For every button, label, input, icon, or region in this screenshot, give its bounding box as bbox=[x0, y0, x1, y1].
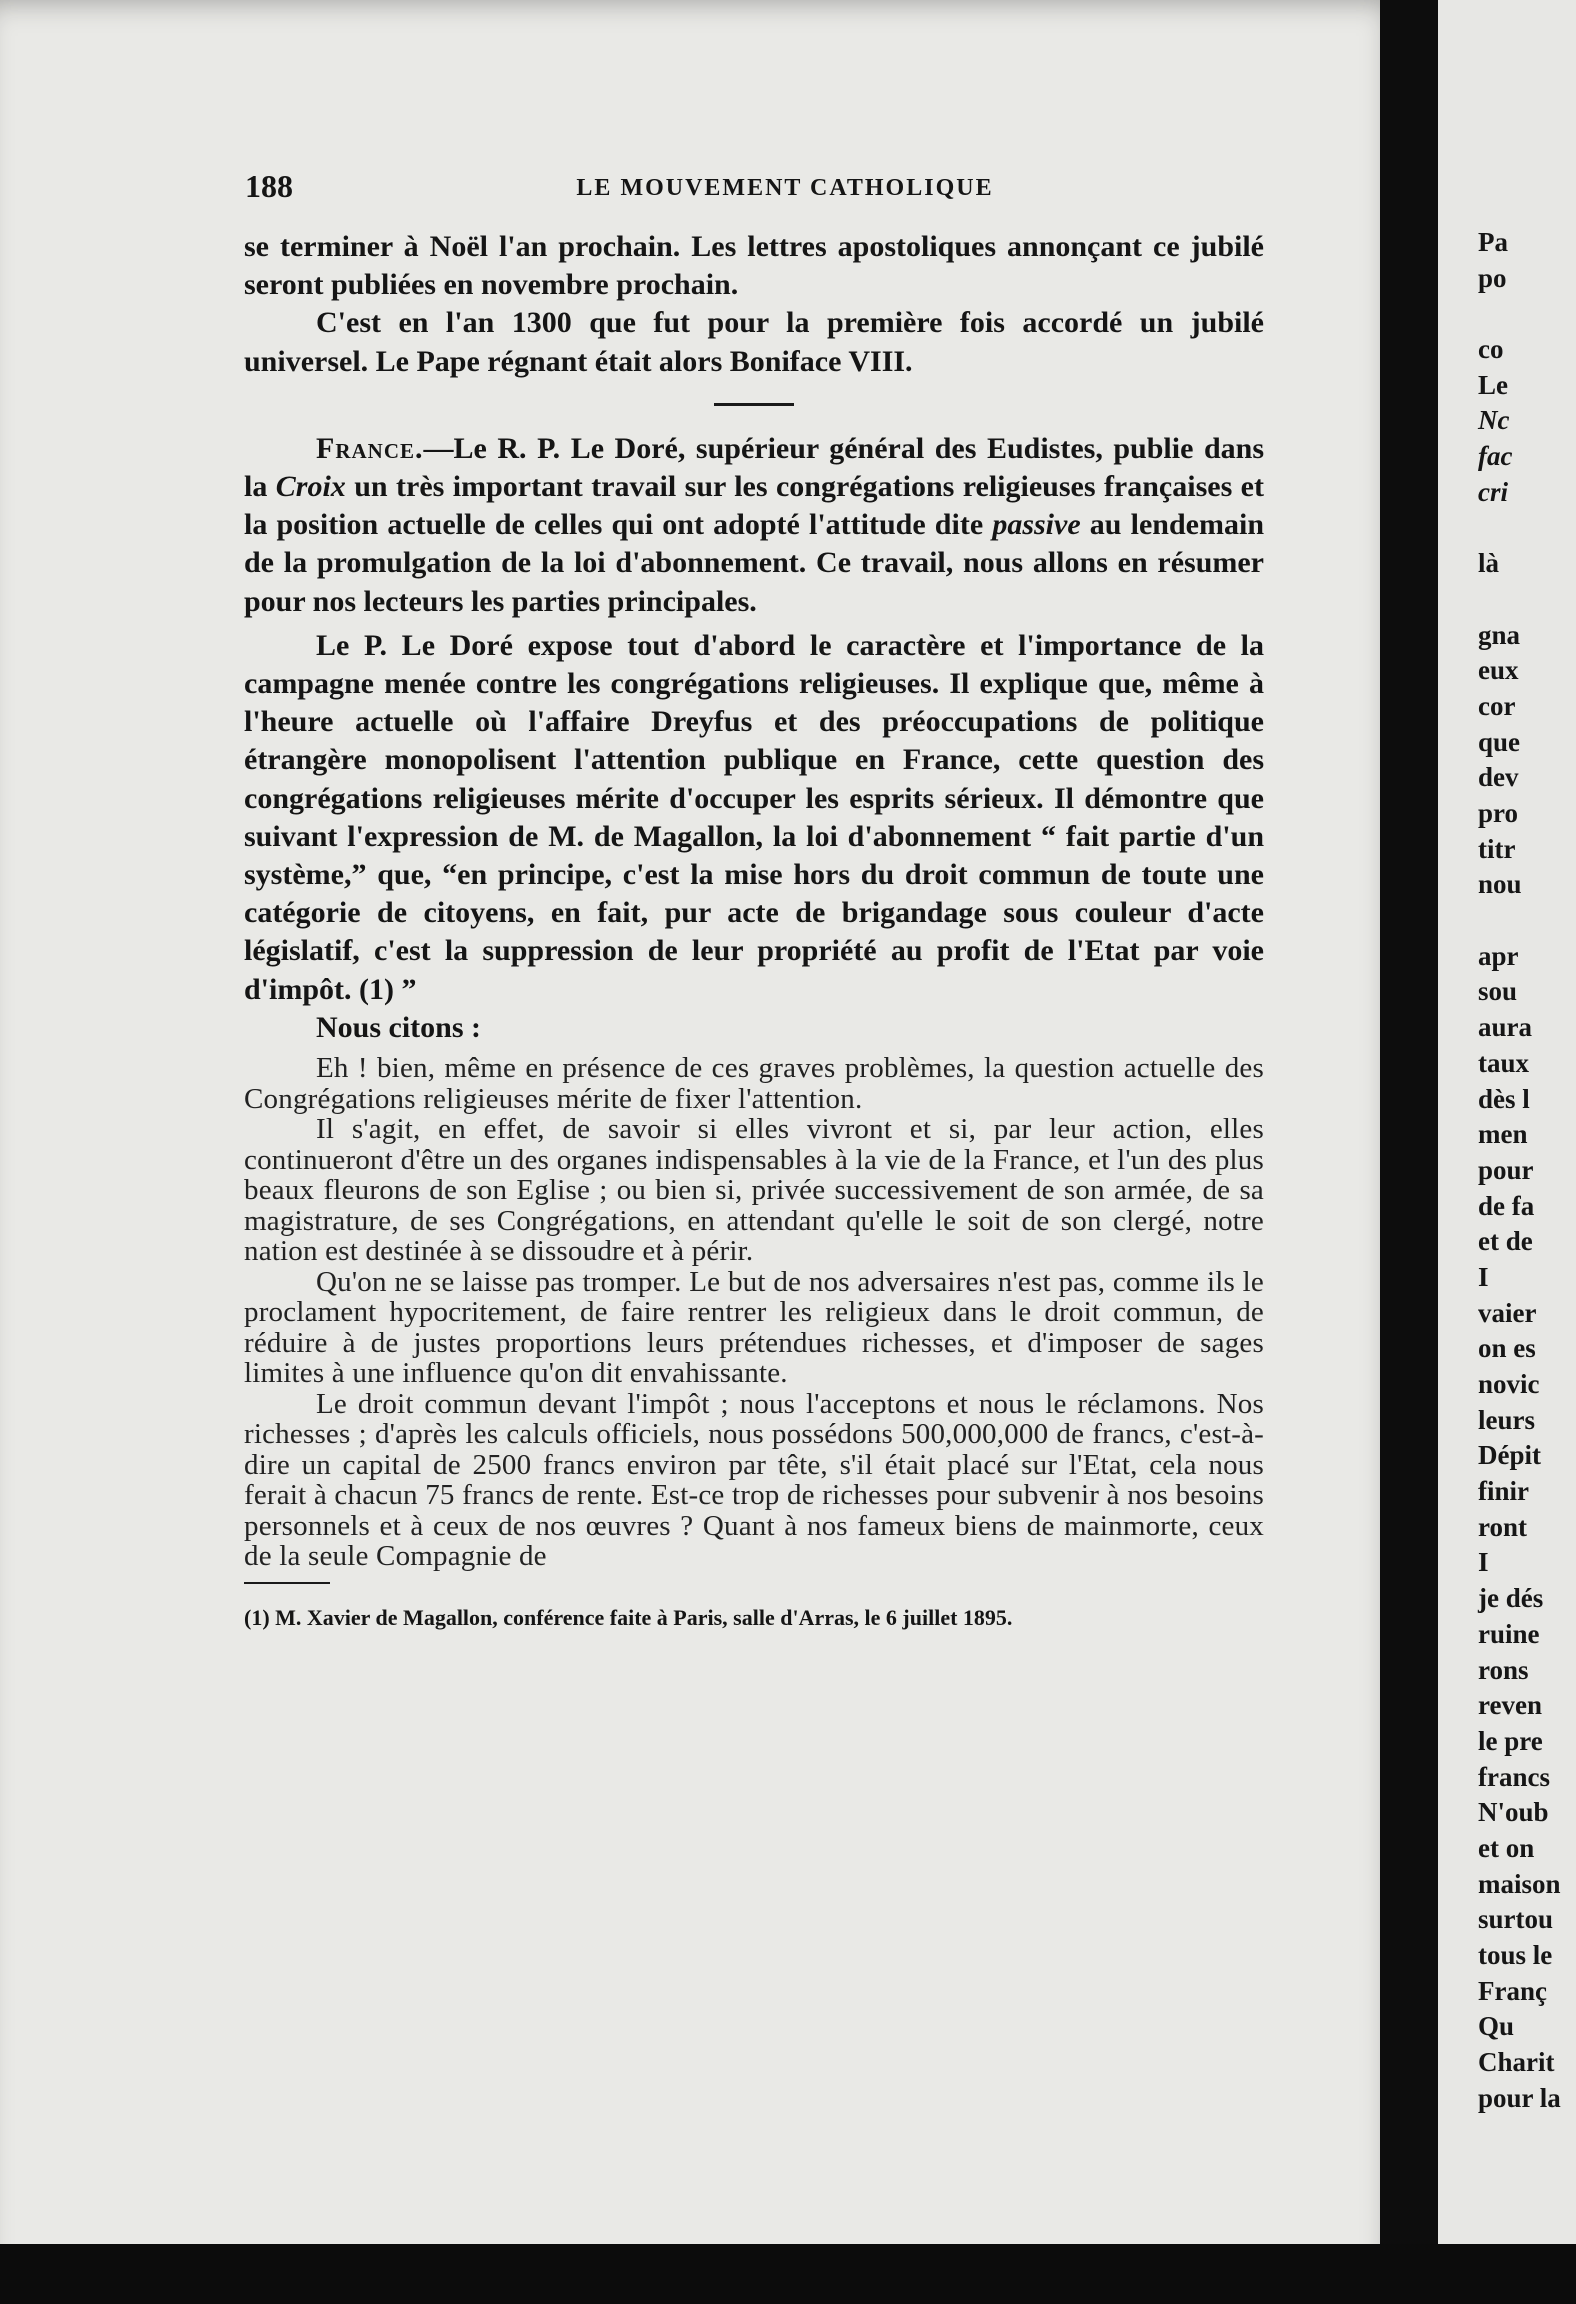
right-page-line: nou bbox=[1478, 869, 1522, 900]
right-page-line: I bbox=[1478, 1547, 1489, 1578]
paragraph-france: France.—Le R. P. Le Doré, supérieur général des Eudistes, publie dans la Croix un très important travail sur les congrégations religieuses françaises et la position actuelle de celles qui ont adopté l'attitude dite passive au lendemain de la promulgation de la loi d'abonnement. Ce travail, nous allons en résumer pour nos lecteurs les parties principales. bbox=[244, 431, 1264, 618]
paragraph: Le P. Le Doré expose tout d'abord le caractère et l'importance de la campagne menée contre les congrégations religieuses. Il explique que, même à l'heure actuelle où l'affaire Dreyfus et des préoccupations de politique étrangère monopolisent l'attention publique en France, cette question des congrégations religieuses mérite d'occuper les esprits sérieux. Il démontre que suivant l'expression de M. de Magallon, la loi d'abonnement “ fait partie d'un système,” que, “en principe, c'est la mise hors du droit commun de toute une catégorie de citoyens, en fait, pur acte de brigandage sous couleur d'acte législatif, c'est la suppression de leur propriété au profit de l'Etat par voie d'impôt. (1) ” bbox=[244, 628, 1264, 1006]
right-page-line: I bbox=[1478, 1261, 1489, 1292]
right-page-line: finir bbox=[1478, 1476, 1529, 1507]
right-page-line: ront bbox=[1478, 1511, 1528, 1542]
right-page-line: le pre bbox=[1478, 1725, 1543, 1756]
right-page-line bbox=[1478, 582, 1576, 618]
quote-paragraph: Il s'agit, en effet, de savoir si elles vivront et si, par leur action, elles continueront d'être un des organes indispensables à la vie de la France, et l'un des plus beaux fleurons de son Eglise ; ou bien si, privée successivement de son armée, de sa magistrature, de ses Congrégations, en attendant qu'elle le soit de son clergé, notre nation est destinée à se dissoudre et à périr. bbox=[244, 1113, 1264, 1268]
right-page-line bbox=[1478, 296, 1576, 332]
right-page-line: Charit bbox=[1478, 2047, 1555, 2078]
right-page-line: fac bbox=[1478, 441, 1513, 472]
right-page-line: et de bbox=[1478, 1226, 1533, 1257]
right-page-line: men bbox=[1478, 1119, 1528, 1150]
page-number: 188 bbox=[245, 168, 293, 204]
section-divider bbox=[714, 403, 794, 406]
right-page-line: Dépit bbox=[1478, 1440, 1541, 1471]
quote-paragraph: Qu'on ne se laisse pas tromper. Le but de nos adversaires n'est pas, comme ils le proclament hypocritement, de faire rentrer les religieux dans le droit commun, de réduire à de justes proportions leurs prétendues richesses, et d'imposer de sages limites à une influence qu'on dit envahissante. bbox=[244, 1265, 1264, 1390]
right-page-line: gna bbox=[1478, 619, 1521, 650]
right-page-line: vaier bbox=[1478, 1297, 1537, 1328]
running-title: LE MOUVEMENT CATHOLIQUE bbox=[576, 175, 994, 201]
scan-edge bbox=[0, 2244, 1576, 2304]
paragraph: se terminer à Noël l'an prochain. Les lettres apostoliques annonçant ce jubilé seront publiées en novembre prochain. bbox=[244, 230, 1264, 302]
italic-passive: passive bbox=[992, 508, 1081, 542]
right-page-line: Pa bbox=[1478, 227, 1508, 257]
right-page-line: je dés bbox=[1478, 1583, 1544, 1614]
footnote: (1) M. Xavier de Magallon, conférence faite à Paris, salle d'Arras, le 6 juillet 1895. bbox=[244, 1604, 1013, 1630]
right-page-line: po bbox=[1478, 262, 1507, 293]
right-page-text bbox=[1478, 225, 1576, 2116]
right-page-line: ruine bbox=[1478, 1618, 1540, 1649]
right-page-line: N'oub bbox=[1478, 1797, 1549, 1828]
right-page-line: sou bbox=[1478, 976, 1518, 1007]
right-page bbox=[1438, 0, 1576, 2250]
right-page-line: Qu bbox=[1478, 2011, 1515, 2042]
right-page-line: dès l bbox=[1478, 1083, 1530, 1114]
right-page-line bbox=[1478, 903, 1576, 939]
section-label: France. bbox=[316, 431, 424, 465]
right-page-line: et on bbox=[1478, 1832, 1535, 1863]
quote-paragraph: Eh ! bien, même en présence de ces graves problèmes, la question actuelle des Congrégations religieuses mérite de fixer l'attention. bbox=[244, 1052, 1264, 1115]
right-page-line: aura bbox=[1478, 1012, 1532, 1043]
right-page-line: pro bbox=[1478, 798, 1519, 828]
right-page-line: co bbox=[1478, 334, 1504, 365]
paragraph: Nous citons : bbox=[316, 1010, 482, 1044]
footnote-divider bbox=[244, 1582, 330, 1584]
right-page-line: leurs bbox=[1478, 1404, 1535, 1435]
right-page-line: francs bbox=[1478, 1761, 1550, 1792]
page-header bbox=[245, 168, 1265, 208]
right-page-line: Le bbox=[1478, 369, 1508, 400]
paragraph: C'est en l'an 1300 que fut pour la première fois accordé un jubilé universel. Le Pape régnant était alors Boniface VIII. bbox=[244, 306, 1264, 378]
right-page-line: pour bbox=[1478, 1154, 1534, 1185]
right-page-line: Nc bbox=[1478, 405, 1510, 436]
right-page-line: novic bbox=[1478, 1369, 1540, 1399]
right-page-line bbox=[1478, 511, 1576, 547]
right-page-line: reven bbox=[1478, 1690, 1542, 1721]
right-page-line: cri bbox=[1478, 476, 1508, 507]
right-page-line: surtou bbox=[1478, 1904, 1554, 1935]
right-page-line: que bbox=[1478, 726, 1521, 757]
right-page-line: dev bbox=[1478, 762, 1519, 793]
right-page-line: titr bbox=[1478, 833, 1516, 864]
quote-paragraph: Le droit commun devant l'impôt ; nous l'acceptons et nous le réclamons. Nos richesses ; d'après les calculs officiels, nous possédons 500,000,000 de francs, c'est-à-dire un capital de 2500 francs environ par tête, s'il était placé sur l'Etat, cela nous ferait à chacun 75 francs de rente. Est-ce trop de richesses pour subvenir à nos besoins personnels et à ceux de nos œuvres ? Quant à nos fameux biens de mainmorte, ceux de la seule Compagnie de bbox=[244, 1387, 1264, 1573]
book-gutter bbox=[1380, 0, 1438, 2304]
right-page-line: de fa bbox=[1478, 1190, 1535, 1221]
right-page-line: taux bbox=[1478, 1047, 1530, 1078]
right-page-line: eux bbox=[1478, 655, 1519, 686]
right-page-line: pour la bbox=[1478, 2082, 1561, 2113]
right-page-line: tous le bbox=[1478, 1940, 1553, 1970]
right-page-line: Franç bbox=[1478, 1975, 1547, 2006]
right-page-line: rons bbox=[1478, 1654, 1529, 1685]
right-page-line: là bbox=[1478, 548, 1500, 579]
main-text bbox=[244, 228, 1264, 1632]
italic-croix: Croix bbox=[275, 470, 346, 504]
right-page-line: cor bbox=[1478, 690, 1516, 721]
right-page-line: maison bbox=[1478, 1868, 1561, 1899]
right-page-line: on es bbox=[1478, 1333, 1536, 1364]
right-page-line: apr bbox=[1478, 940, 1519, 971]
